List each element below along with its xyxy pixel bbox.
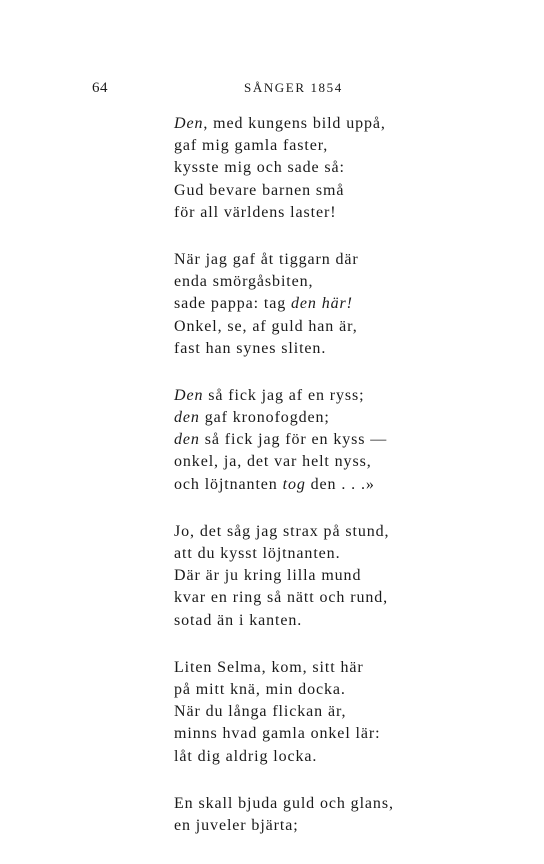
poem-line: [174, 474, 474, 496]
line-text: på mitt knä, min docka.: [174, 680, 346, 698]
line-text: låt dig aldrig locka.: [174, 747, 318, 765]
page-number: 64: [92, 80, 108, 96]
poem-line: [174, 407, 474, 429]
poem-line: [174, 815, 474, 837]
line-text: den . . .»: [305, 475, 375, 493]
poem-line: [174, 565, 474, 587]
poem-line: [174, 293, 474, 315]
line-text: Där är ju kring lilla mund: [174, 567, 362, 585]
poem-line: [174, 657, 474, 679]
poem-line: [174, 587, 474, 609]
stanza: [174, 793, 474, 837]
poem-line: [174, 316, 474, 338]
stanza: [174, 657, 474, 768]
poem-line: [174, 543, 474, 565]
line-text: kysste mig och sade så:: [174, 159, 345, 177]
line-text: så fick jag för en kyss —: [199, 431, 388, 449]
line-text: enda smörgåsbiten,: [174, 273, 314, 291]
poem-line: [174, 249, 474, 271]
poem-body: [174, 113, 474, 862]
line-text: för all världens laster!: [174, 203, 337, 221]
line-text: Jo, det såg jag strax på stund,: [174, 522, 390, 540]
line-text: En skall bjuda guld och glans,: [174, 794, 394, 812]
poem-line: [174, 451, 474, 473]
line-text: När du långa flickan är,: [174, 703, 347, 721]
line-text: sade pappa: tag: [174, 295, 292, 313]
line-text: onkel, ja, det var helt nyss,: [174, 453, 372, 471]
line-text: så fick jag af en ryss;: [203, 386, 365, 404]
stanza: [174, 521, 474, 632]
poem-line: [174, 429, 474, 451]
poem-line: [174, 701, 474, 723]
line-text: Onkel, se, af guld han är,: [174, 317, 358, 335]
line-text: När jag gaf åt tiggarn där: [174, 250, 359, 268]
poem-line: [174, 338, 474, 360]
line-text: gaf mig gamla faster,: [174, 137, 329, 155]
line-text: Gud bevare barnen små: [174, 181, 345, 199]
poem-line: [174, 202, 474, 224]
line-text: fast han synes sliten.: [174, 339, 327, 357]
poem-line: [174, 679, 474, 701]
poem-line: [174, 746, 474, 768]
stanza: [174, 385, 474, 496]
italic-text: den här!: [291, 295, 353, 313]
poem-line: [174, 135, 474, 157]
poem-line: [174, 113, 474, 135]
stanza: [174, 113, 474, 224]
line-text: gaf kronofogden;: [199, 409, 330, 427]
poem-line: [174, 610, 474, 632]
line-text: och löjtnanten: [174, 475, 283, 493]
stanza: [174, 249, 474, 360]
line-text: kvar en ring så nätt och rund,: [174, 589, 389, 607]
italic-text: Den: [174, 386, 204, 404]
poem-line: [174, 723, 474, 745]
italic-text: den: [174, 431, 200, 449]
line-text: minns hvad gamla onkel lär:: [174, 725, 381, 743]
line-text: sotad än i kanten.: [174, 611, 303, 629]
poem-line: [174, 157, 474, 179]
line-text: att du kysst löjtnanten.: [174, 545, 341, 562]
poem-line: [174, 180, 474, 202]
italic-text: Den: [174, 115, 204, 132]
line-text: , med kungens bild uppå,: [203, 115, 386, 132]
running-title: SÅNGER 1854: [244, 80, 343, 95]
poem-line: [174, 521, 474, 543]
italic-text: tog: [282, 475, 306, 493]
poem-line: [174, 793, 474, 815]
italic-text: den: [174, 409, 200, 427]
line-text: Liten Selma, kom, sitt här: [174, 658, 364, 676]
line-text: en juveler bjärta;: [174, 816, 299, 834]
poem-line: [174, 271, 474, 293]
poem-line: [174, 385, 474, 407]
